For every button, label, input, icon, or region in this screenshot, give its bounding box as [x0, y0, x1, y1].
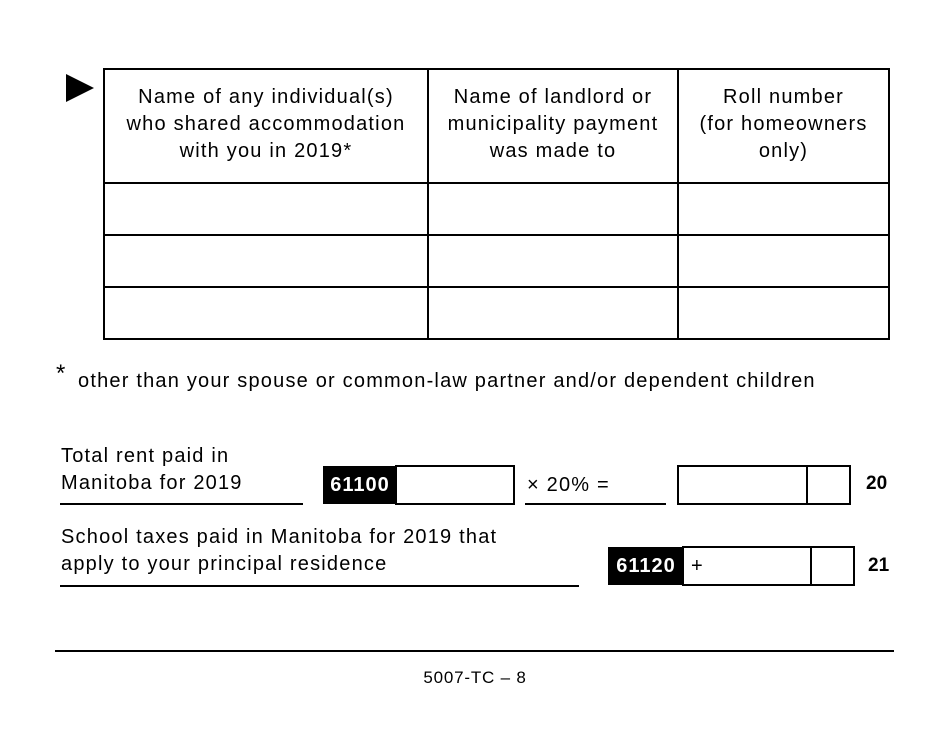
footnote-marker: *	[56, 360, 67, 387]
header-landlord-name: Name of landlord or municipality payment was made to	[428, 69, 678, 183]
rent-paid-label: Total rent paid in Manitoba for 2019	[61, 445, 243, 494]
cell-landlord-name[interactable]	[428, 183, 678, 235]
cell-individual-name[interactable]	[104, 287, 428, 339]
pointer-arrow-icon	[66, 74, 94, 102]
table-header-row	[104, 69, 889, 183]
cell-roll-number[interactable]	[678, 287, 889, 339]
line-21-amount-field[interactable]	[682, 546, 855, 586]
line-21-cents-divider	[810, 546, 812, 586]
rent-multiplier-label: × 20% =	[527, 474, 610, 496]
table-row	[104, 235, 889, 287]
plus-sign: +	[691, 555, 704, 577]
school-taxes-underline	[60, 585, 579, 587]
cell-individual-name[interactable]	[104, 235, 428, 287]
cell-individual-name[interactable]	[104, 183, 428, 235]
code-61100-badge: 61100	[323, 466, 397, 504]
shared-accommodation-table	[103, 68, 890, 340]
table-row	[104, 287, 889, 339]
code-61120-badge: 61120	[608, 547, 684, 585]
line-20-cents-divider	[806, 465, 808, 505]
table-row	[104, 183, 889, 235]
cell-roll-number[interactable]	[678, 235, 889, 287]
cell-landlord-name[interactable]	[428, 287, 678, 339]
header-shared-individuals: Name of any individual(s) who shared accommodation with you in 2019*	[104, 69, 428, 183]
header-roll-number: Roll number (for homeowners only)	[678, 69, 889, 183]
cell-landlord-name[interactable]	[428, 235, 678, 287]
line-number-21: 21	[868, 555, 890, 576]
rent-paid-input[interactable]	[395, 465, 515, 505]
footnote-text: other than your spouse or common-law partner and/or dependent children	[78, 370, 816, 392]
line-20-amount-field[interactable]	[677, 465, 851, 505]
footer-divider	[55, 650, 894, 652]
cell-roll-number[interactable]	[678, 183, 889, 235]
school-taxes-label: School taxes paid in Manitoba for 2019 that apply to your principal residence	[61, 526, 498, 575]
line-number-20: 20	[866, 473, 888, 494]
multiplier-underline	[525, 503, 666, 505]
page-footer: 5007-TC – 8	[423, 668, 527, 687]
rent-label-underline	[60, 503, 303, 505]
